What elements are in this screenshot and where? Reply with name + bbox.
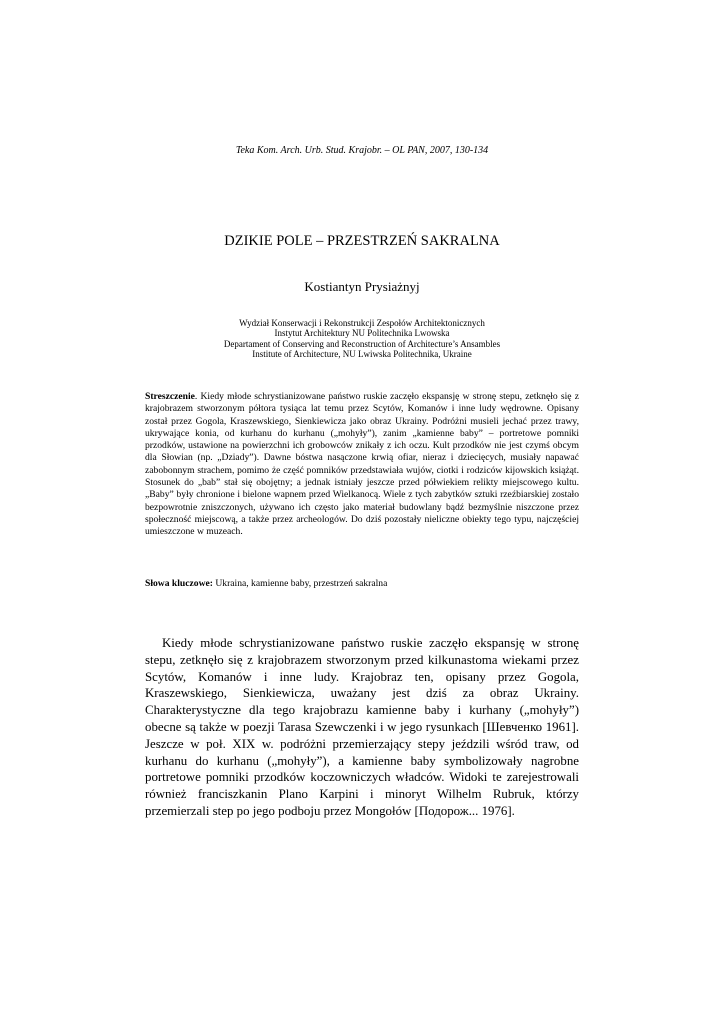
abstract-text: . Kiedy młode schrystianizowane państwo ruskie zaczęło ekspansję w stronę stepu, zetknęło się z krajobrazem stworzonym półtora tysiąca lat temu przez Scytów, Komanów i inne ludy wędrowne. Opisany został przez Gogola, Kraszewskiego, Sienkiewicza jako obraz Ukrainy. Podróżni musieli jechać przez trawy, ukrywające konia, od kurhanu do kurhanu („mohyły”), zanim „kamienne baby” – portretowe pomniki przodków, ustawione na powierzchni ich grobowców znikały z ich oczu. Kult przodków nie jest czymś obcym dla Słowian (np. „Dziady”). Dawne bóstwa nasączone krwią ofiar, nieraz i dziecięcych, musiały napawać zabobonnym strachem, pomimo że część pomników przedstawiała wujów, ciotki i rodziców kijowskich książąt. Stosunek do „bab” stał się obojętny; a jednak istniały jeszcze przed półwiekiem relikty miejscowego kultu. „Baby” były chronione i bielone wapnem przed Wielkanocą. Wiele z tych zabytków sztuki rzeźbiarskiej zostało bezpowrotnie zniszczonych, używano ich często jako materiał budowlany bądź bezmyślnie niszczone przez społeczność miejscową, a także przez archeologów. Do dziś pozostały nieliczne obiekty tego typu, najczęściej umieszczone w muzeach. bbox=[145, 391, 579, 538]
abstract-label: Streszczenie bbox=[145, 391, 195, 402]
article-author: Kostiantyn Prysiażnyj bbox=[304, 279, 420, 294]
article-title: DZIKIE POLE – PRZESTRZEŃ SAKRALNA bbox=[224, 233, 500, 249]
journal-citation: Teka Kom. Arch. Urb. Stud. Krajobr. – OL PAN, 2007, 130-134 bbox=[235, 145, 489, 156]
body-paragraph: Kiedy młode schrystianizowane państwo ruskie zaczęło ekspansję w stronę stepu, zetknęło się z krajobrazem stworzonym przed kilkunastoma wiekami przez Scytów, Komanów i inne ludy. Krajobraz ten, opisany przez Gogola, Kraszewskiego, Sienkiewicza, uważany jest dziś za obraz Ukrainy. Charakterystyczne dla tego krajobrazu kamienne baby i kurhany („mohyły”) obecne są także w poezji Tarasa Szewczenki i w jego rysunkach [Шевченко 1961]. Jeszcze w poł. XIX w. podróżni przemierzający stepy jeździli wśród traw, od kurhanu do kurhanu („mohyły”), a kamienne baby symbolizowały nagrobne portretowe pomniki przodków koczowniczych władców. Widoki te zarejestrowali również franciszkanin Plano Karpini i minoryt Wilhelm Rubruk, którzy przemierzali step po jego podboju przez Mongołów [Подорож... 1976]. bbox=[145, 636, 579, 818]
keywords-text: Ukraina, kamienne baby, przestrzeń sakralna bbox=[212, 578, 388, 589]
affiliation-line: Wydział Konserwacji i Rekonstrukcji Zespołów Architektonicznych bbox=[239, 318, 485, 328]
affiliation-line: Institute of Architecture, NU Lwiwska Politechnika, Ukraine bbox=[252, 348, 472, 359]
affiliation-line: Departament of Conserving and Reconstruction of Architecture’s Ansambles bbox=[223, 338, 501, 349]
keywords bbox=[145, 578, 579, 590]
affiliation-line: Instytut Architektury NU Politechnika Lwowska bbox=[274, 328, 450, 339]
keywords-label: Słowa kluczowe: bbox=[145, 578, 213, 589]
abstract bbox=[145, 391, 579, 539]
author-affiliation bbox=[0, 318, 724, 359]
